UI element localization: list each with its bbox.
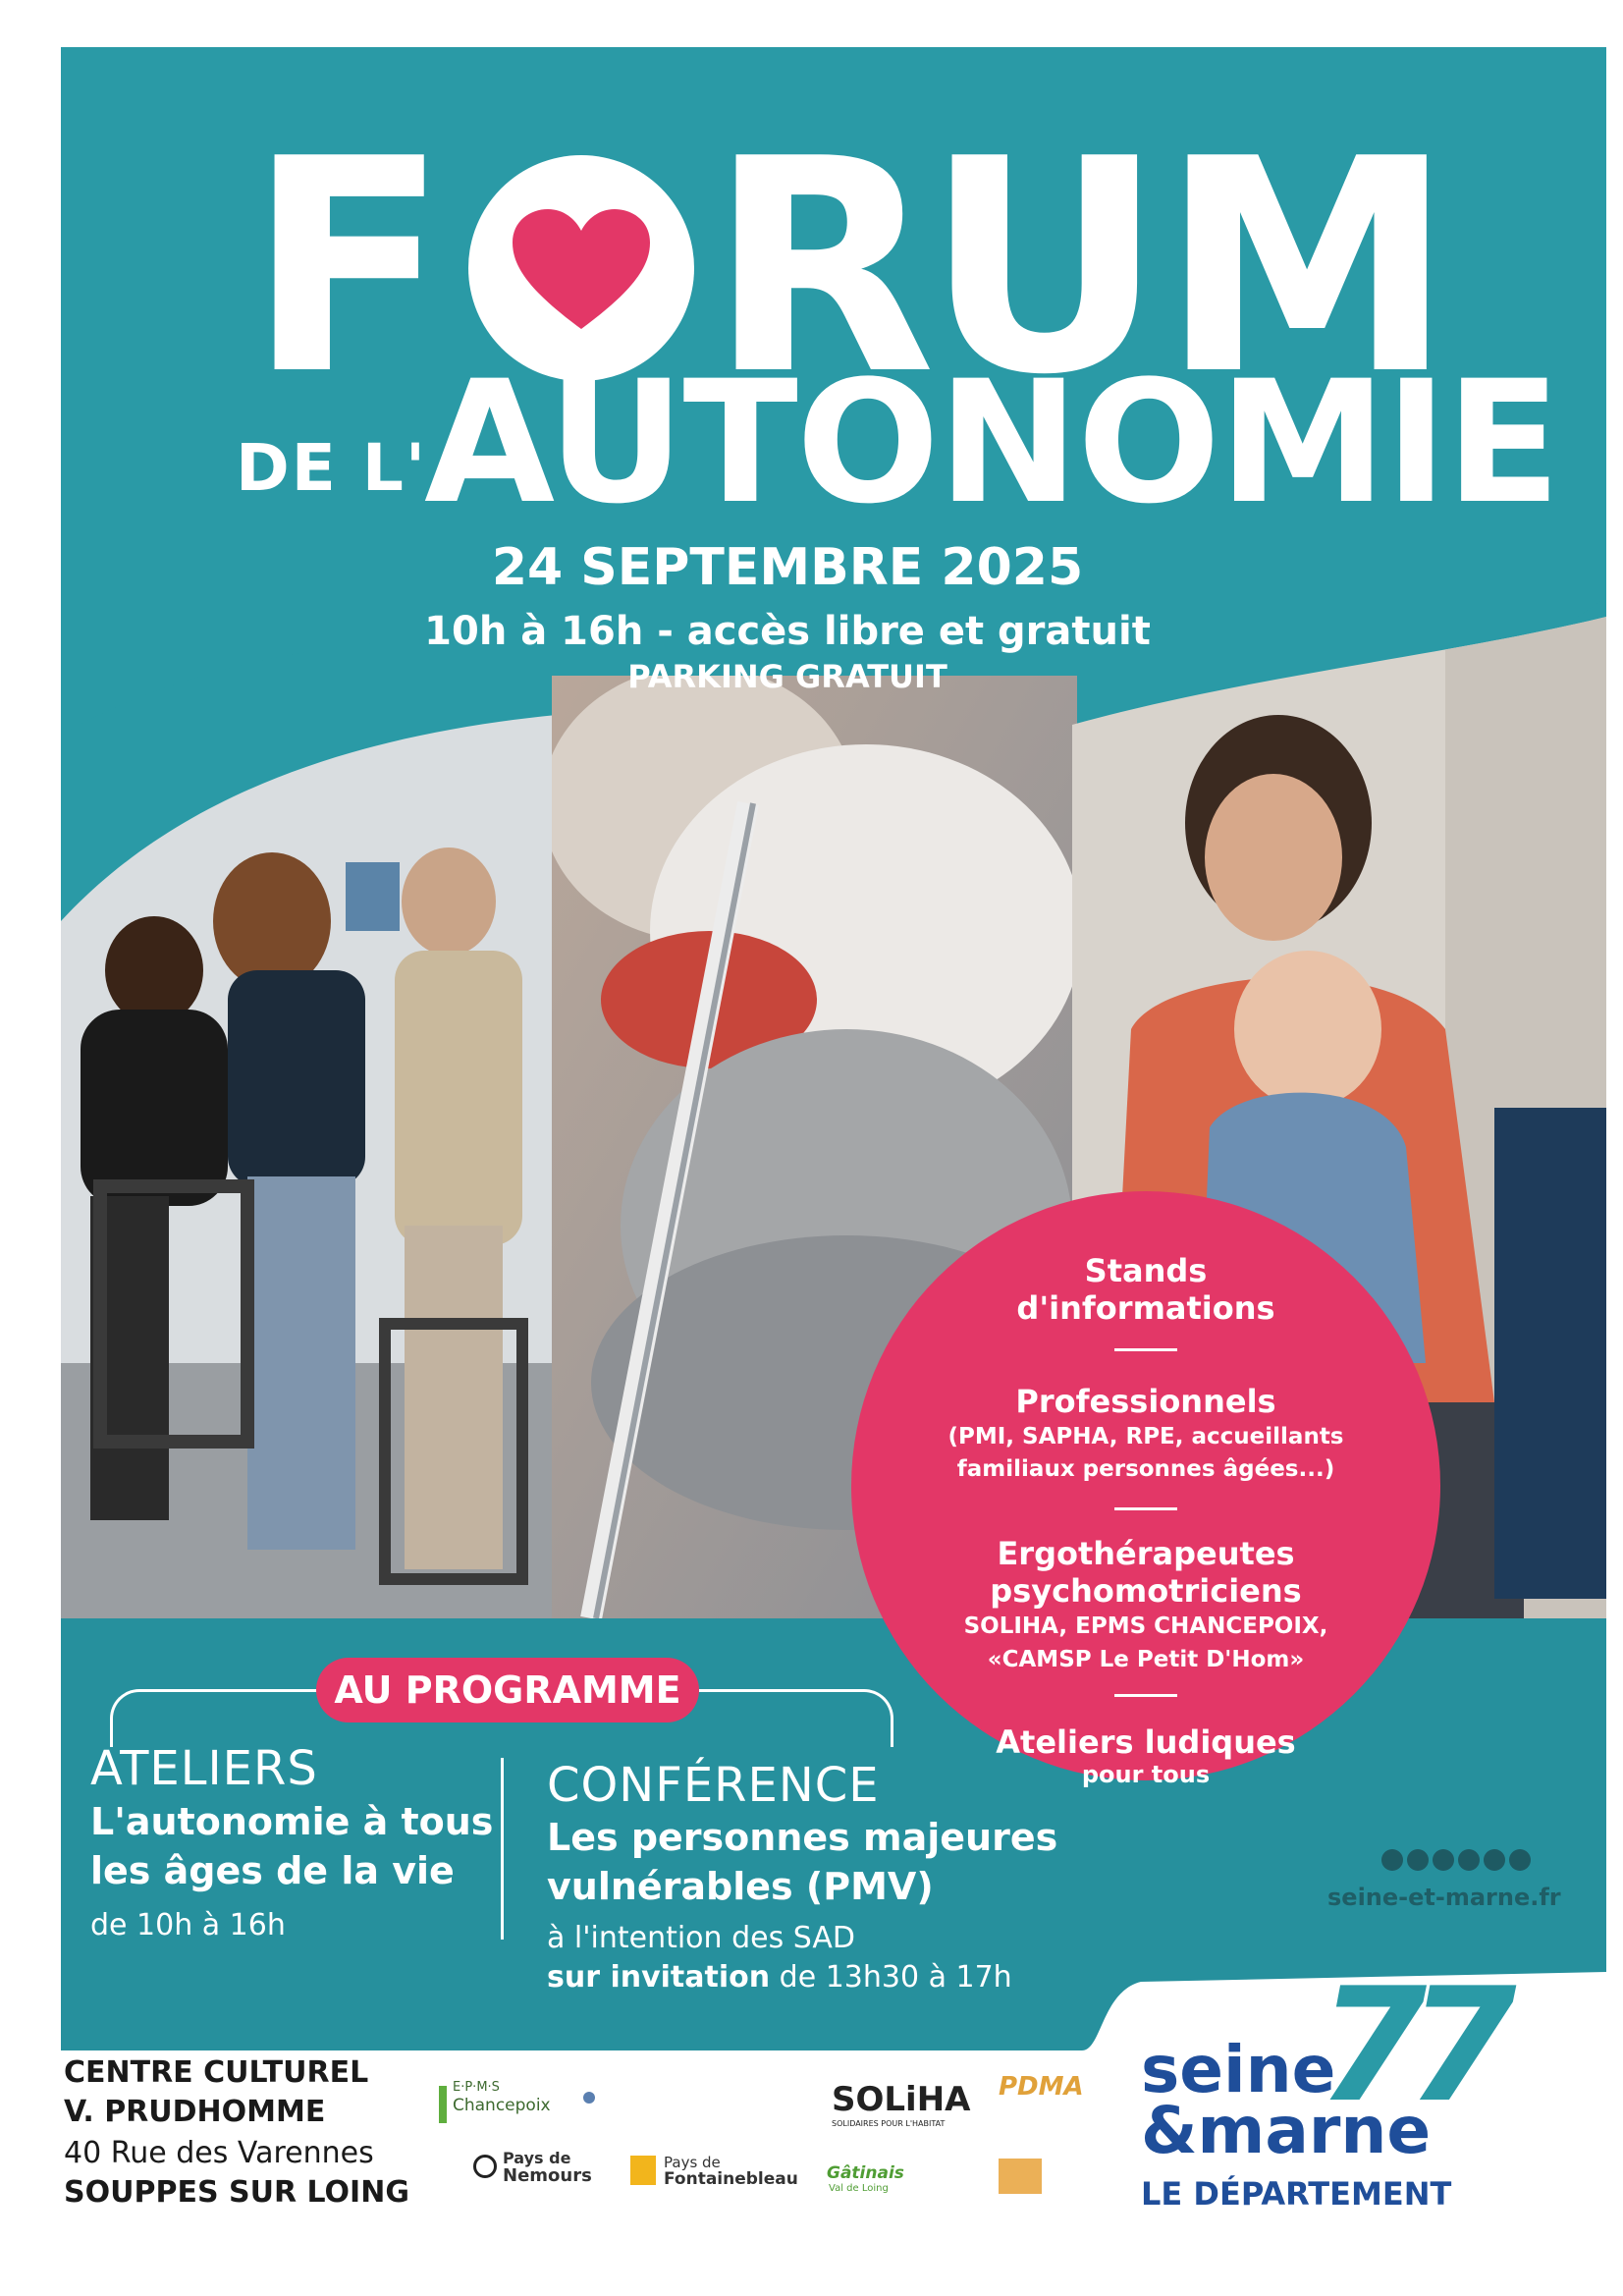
heart-icon: [513, 209, 650, 332]
letter-m: M: [1161, 96, 1446, 439]
letter-u: U: [925, 96, 1157, 439]
event-hours: 10h à 16h - accès libre et gratuit: [424, 609, 1151, 654]
ergo-line-2: psychomotriciens: [990, 1572, 1302, 1610]
title-autonomie: AUTONOMIE: [424, 344, 1559, 541]
logo-moret: [999, 2159, 1042, 2194]
divider: [1114, 1694, 1177, 1697]
info-circle: [851, 1191, 1440, 1780]
pro-detail-1: (PMI, SAPHA, RPE, accueillants: [947, 1424, 1344, 1449]
venue-line-1: CENTRE CULTUREL: [64, 2055, 369, 2090]
epms-icon: [439, 2086, 447, 2123]
instagram-icon[interactable]: [1407, 1849, 1429, 1871]
ergo-line-1: Ergothérapeutes: [997, 1535, 1295, 1572]
venue-line-3: 40 Rue des Varennes: [64, 2136, 374, 2170]
conference-invite: sur invitation: [547, 1960, 771, 1995]
ergo-detail-1: SOLIHA, EPMS CHANCEPOIX,: [963, 1613, 1328, 1639]
x-icon[interactable]: [1509, 1849, 1531, 1871]
title-prefix: DE L': [236, 430, 428, 506]
department-number: 77: [1318, 1953, 1497, 2137]
logo-dispositif: [583, 2092, 595, 2104]
conference-schedule: [547, 1960, 1012, 1995]
youtube-icon[interactable]: [1484, 1849, 1505, 1871]
ateliers-line-2: pour tous: [1081, 1761, 1211, 1788]
department-line-3: LE DÉPARTEMENT: [1141, 2175, 1452, 2213]
stands-line-2: d'informations: [1016, 1289, 1275, 1327]
programme-bracket-right: [699, 1689, 893, 1747]
ateliers-title-1: L'autonomie à tous: [90, 1800, 494, 1843]
conference-title-2: vulnérables (PMV): [547, 1865, 934, 1908]
conference-audience: à l'intention des SAD: [547, 1921, 855, 1955]
event-parking: PARKING GRATUIT: [627, 658, 947, 695]
venue-line-2: V. PRUDHOMME: [64, 2095, 326, 2129]
social-icons[interactable]: [1381, 1849, 1535, 1875]
conference-title-1: Les personnes majeures: [547, 1816, 1058, 1859]
facebook-icon[interactable]: [1381, 1849, 1403, 1871]
ateliers-line-1: Ateliers ludiques: [996, 1723, 1296, 1761]
event-date: 24 SEPTEMBRE 2025: [491, 538, 1084, 597]
ergo-detail-2: «CAMSP Le Petit D'Hom»: [987, 1647, 1305, 1672]
fontainebleau-icon: [630, 2156, 656, 2185]
photo-physio-session: [61, 676, 557, 1618]
nemours-icon: [473, 2155, 497, 2178]
column-separator: [501, 1758, 504, 1940]
divider: [1114, 1507, 1177, 1510]
pro-title: Professionnels: [1015, 1383, 1276, 1420]
programme-bracket-left: [110, 1689, 319, 1747]
ateliers-heading: ATELIERS: [90, 1741, 318, 1796]
flickr-icon[interactable]: [1433, 1849, 1454, 1871]
letter-f: F: [247, 96, 441, 439]
venue-line-4: SOUPPES SUR LOING: [64, 2175, 409, 2210]
letter-r: R: [709, 96, 929, 439]
conference-time: de 13h30 à 17h: [779, 1960, 1012, 1995]
logo-pdma: PDMA: [999, 2072, 1084, 2102]
programme-badge: AU PROGRAMME: [316, 1658, 699, 1722]
divider: [1114, 1348, 1177, 1351]
website-link[interactable]: seine-et-marne.fr: [1327, 1884, 1561, 1911]
ateliers-title-2: les âges de la vie: [90, 1849, 455, 1892]
linkedin-icon[interactable]: [1458, 1849, 1480, 1871]
department-line-1: seine: [1141, 2032, 1336, 2107]
department-line-2: &marne: [1141, 2093, 1432, 2168]
conference-heading: CONFÉRENCE: [547, 1758, 880, 1813]
stands-line-1: Stands: [1084, 1252, 1208, 1289]
ateliers-time: de 10h à 16h: [90, 1908, 286, 1942]
poster: F R U M DE L' AUTONOMIE 24 SEPTEMBRE 2025 10h à 16h - accès libre et gratuit PARKING GRATUIT Stands d'informations Professionnels (PMI, SAPHA, RPE, accueillants familiaux personnes âgées...) Ergothérapeutes psychomotriciens SOLIHA, EPMS CHANCEPOIX, «CAMSP Le Petit D'Hom» Ateliers ludiques pour tous AU PROGRAMME ATELIERS L'autonomie à tous les âges de la vie de 10h à 16h CONFÉRENCE Les personnes majeures vulnérables (PMV) à l'intention des SAD sur invitation de 13h30 à 17h seine-et-marne.fr CENTRE CULTUREL V. PRUDHOMME 40 Rue des Varennes SOUPPES SUR LOING E·P·M·S Chancepoix SOLiHA SOLIDAIRES POUR L'HABITAT PDMA Pays de Nemours Pays de Fontainebleau Gâtinais Val de Loing 77 seine &marne LE DÉPARTEMENT: [61, 47, 1606, 2282]
pro-detail-2: familiaux personnes âgées...): [956, 1456, 1335, 1482]
